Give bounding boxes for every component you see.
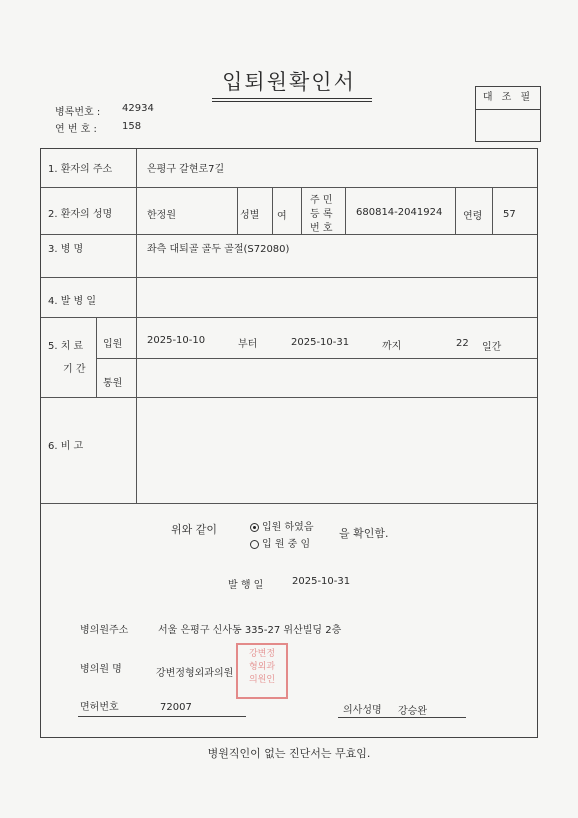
outpatient-label: 통원 (103, 378, 123, 389)
address-label: 1. 환자의 주소 (48, 164, 113, 175)
onset-label: 4. 발 병 일 (48, 296, 97, 307)
certificate-table (40, 148, 538, 738)
treatment-label-2: 기 간 (63, 364, 86, 375)
hospital-name: 강변정형외과의원 (156, 668, 234, 679)
hospital-seal: 강변정 형외과 의원인 (236, 643, 288, 699)
license-underline (78, 716, 246, 717)
option-2-label: 입 원 중 임 (262, 539, 311, 550)
days-unit: 일간 (482, 342, 502, 353)
diagnosis-label: 3. 병 명 (48, 244, 84, 255)
issue-label: 발 행 일 (228, 580, 264, 591)
hospital-name-label: 병의원 명 (80, 664, 122, 675)
option-1-label: 입원 하였음 (262, 522, 314, 533)
page-title: 입퇴원확인서 (222, 70, 356, 94)
title-underline (212, 98, 372, 99)
confirm-option-admitted (250, 518, 313, 533)
registration-label: 병록번호 : (55, 107, 101, 118)
end-date: 2025-10-31 (291, 337, 350, 348)
until-label: 까지 (382, 341, 402, 352)
title-underline-2 (212, 101, 372, 102)
confirm-prefix: 위와 같이 (171, 523, 218, 536)
inpatient-label: 입원 (103, 339, 123, 350)
patient-sex: 여 (277, 211, 287, 222)
doctor-underline (338, 717, 466, 718)
hospital-address-label: 병의원주소 (80, 625, 129, 636)
sex-label: 성별 (240, 210, 260, 221)
remarks-label: 6. 비 고 (48, 441, 84, 452)
confirm-option-inpatient (250, 535, 310, 550)
serial-label: 연 번 호 : (55, 124, 97, 135)
registration-number: 42934 (122, 103, 154, 114)
hospital-address: 서울 은평구 신사동 335-27 위산빌딩 2층 (158, 625, 342, 636)
serial-number: 158 (122, 121, 142, 132)
from-label: 부터 (238, 339, 258, 350)
diagnosis-value: 좌측 대퇴골 골두 골절(S72080) (147, 244, 290, 255)
confirm-suffix: 을 확인함. (339, 527, 389, 540)
license-label: 면허번호 (80, 702, 119, 713)
radio-empty-icon (250, 540, 259, 549)
doctor-label: 의사성명 (343, 705, 382, 716)
treatment-label-1: 5. 치 료 (48, 341, 84, 352)
issue-date: 2025-10-31 (292, 576, 351, 587)
patient-name: 한정원 (147, 210, 176, 221)
id-label-3: 번 호 (310, 223, 333, 234)
patient-age: 57 (503, 209, 516, 220)
footer-note: 병원직인이 없는 진단서는 무효임. (207, 747, 371, 760)
patient-id-number: 680814-2041924 (356, 207, 443, 218)
name-label: 2. 환자의 성명 (48, 209, 113, 220)
approval-box (475, 86, 541, 142)
id-label-2: 등 록 (310, 209, 333, 220)
approval-label: 대 조 필 (476, 87, 540, 110)
patient-address: 은평구 갈현로7길 (147, 164, 225, 175)
start-date: 2025-10-10 (147, 335, 206, 346)
license-number: 72007 (160, 702, 192, 713)
age-label: 연령 (463, 211, 483, 222)
radio-selected-icon (250, 523, 259, 532)
doctor-name: 강승완 (398, 706, 427, 717)
id-label-1: 주 민 (310, 195, 333, 206)
stay-days: 22 (456, 338, 469, 349)
